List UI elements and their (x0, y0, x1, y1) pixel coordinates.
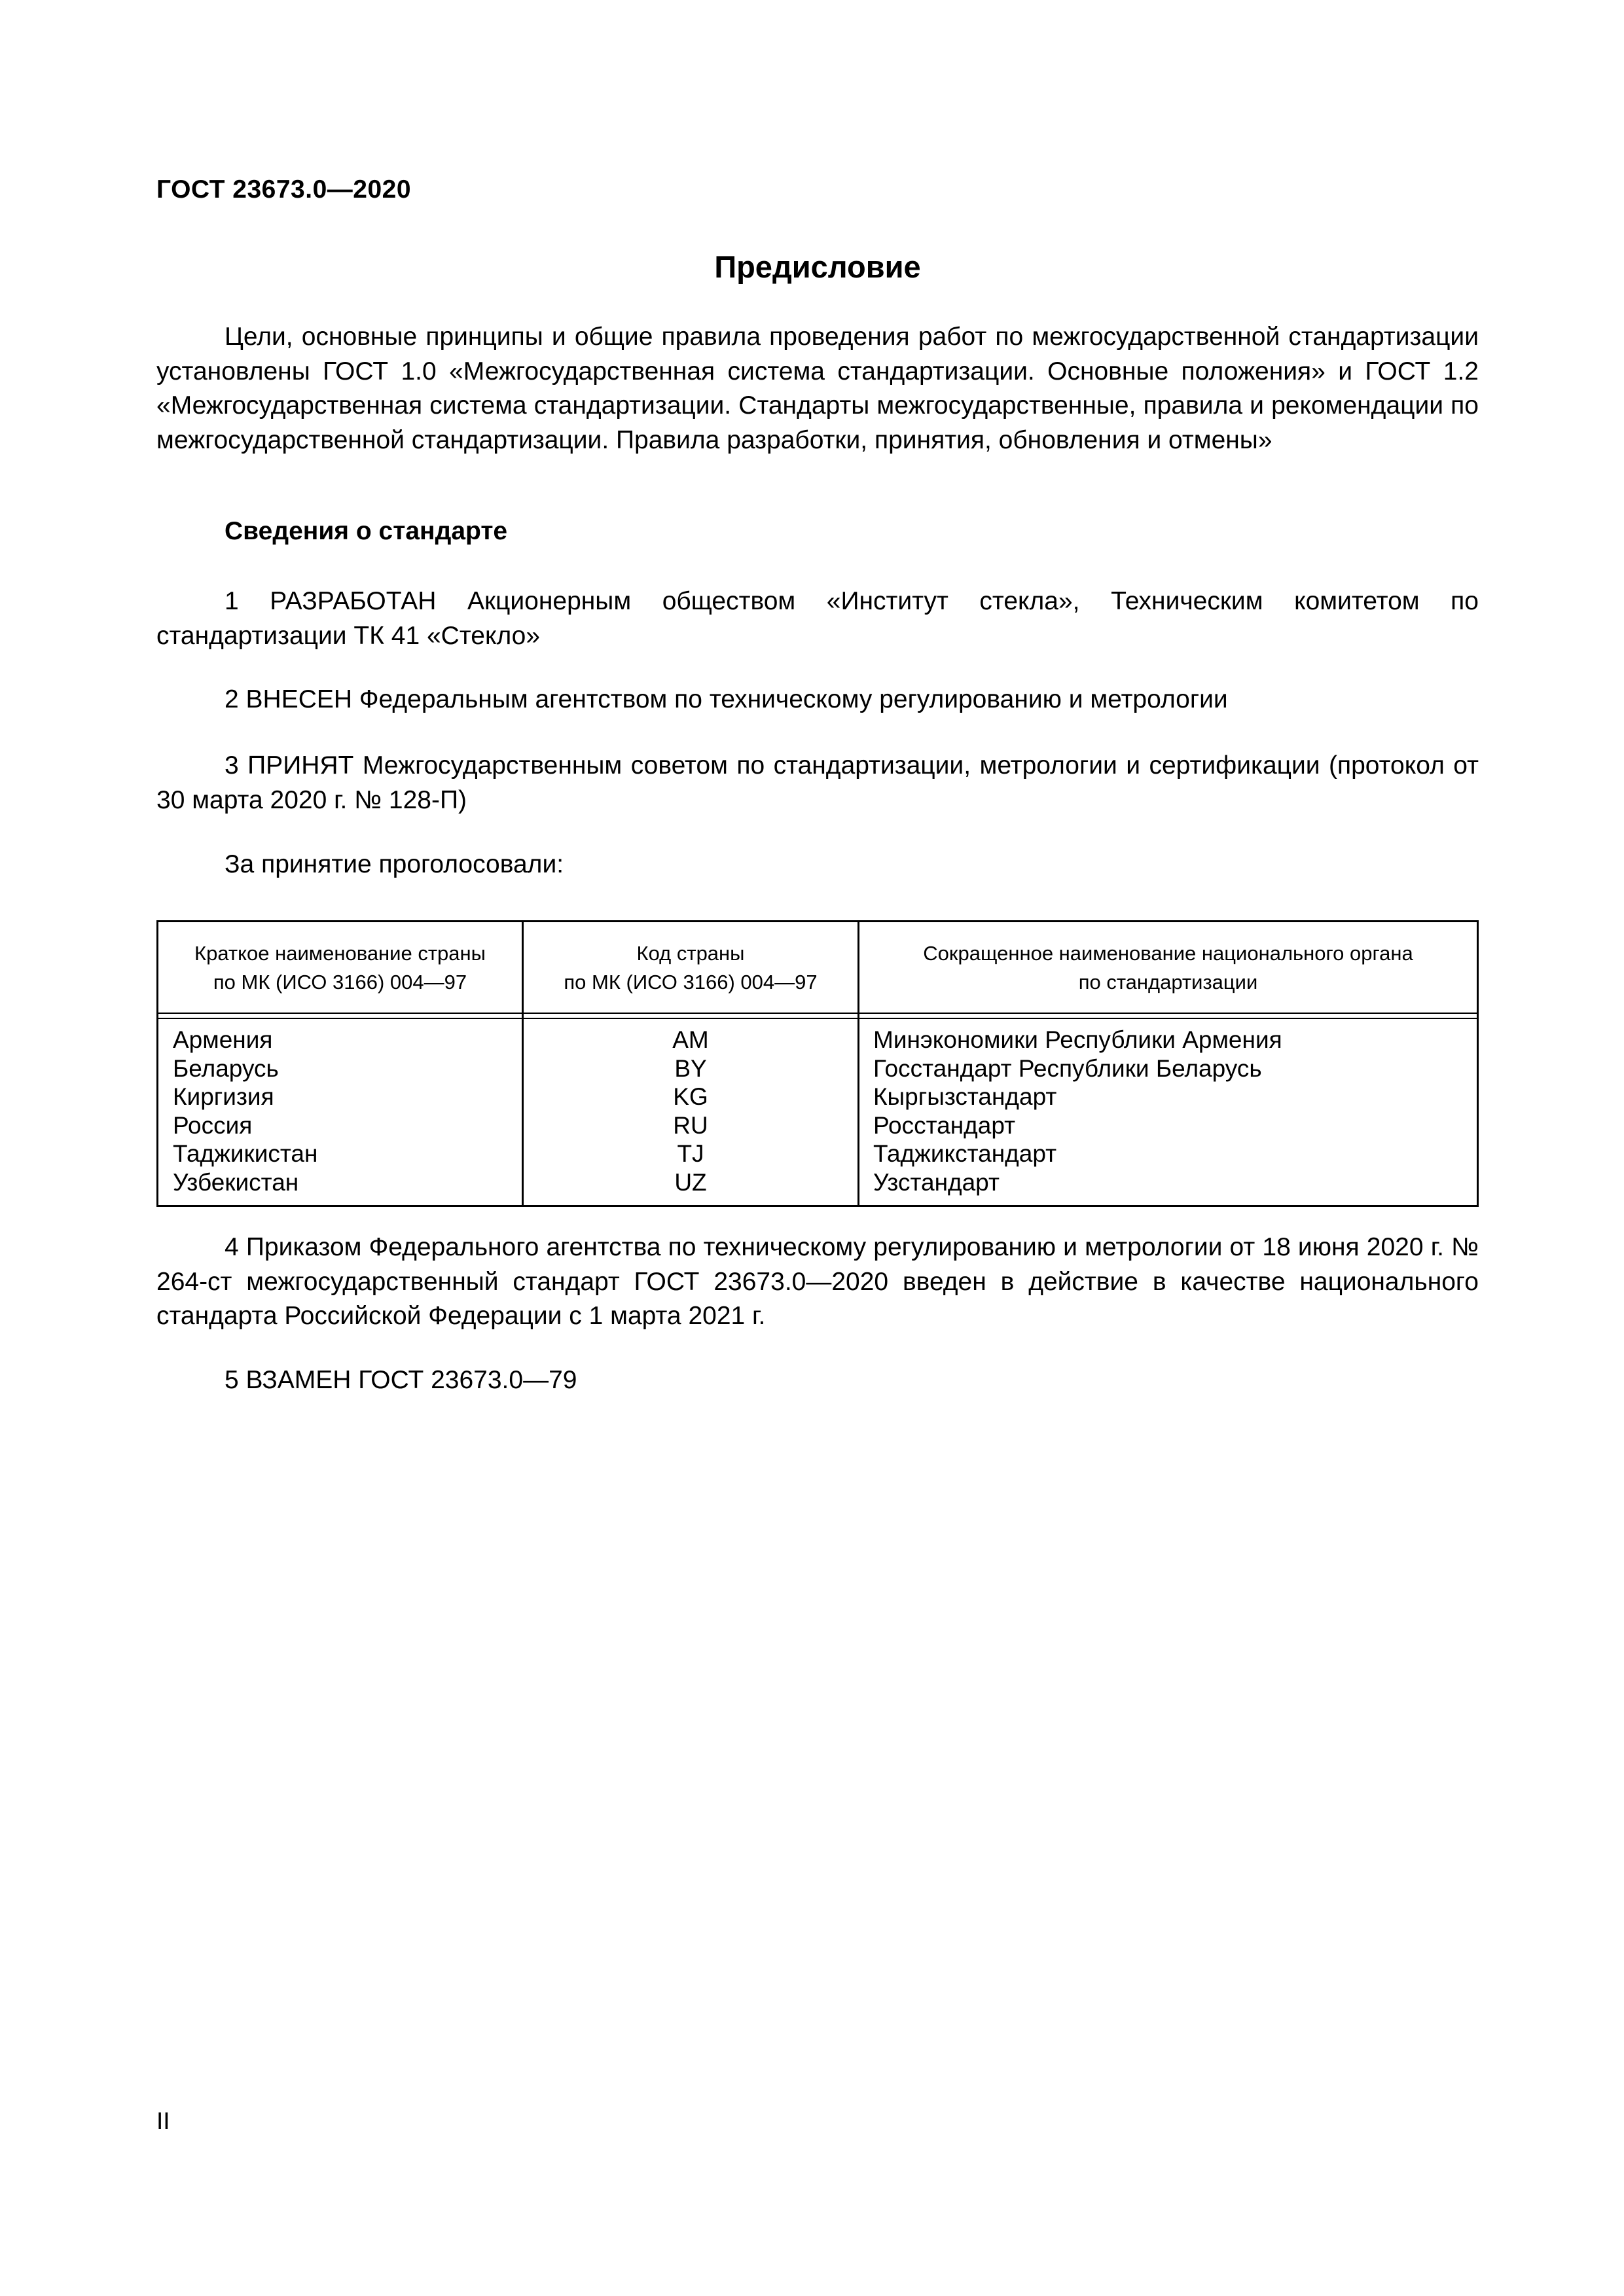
table-cell-country: Беларусь (173, 1054, 279, 1082)
table-cell-code: AM (672, 1026, 709, 1053)
voted-label: За принятие проголосовали: (225, 850, 564, 878)
table-cell-body: Кыргызстандарт (873, 1083, 1057, 1110)
table-cell-body: Минэкономики Республики Армения (873, 1026, 1282, 1053)
table-cell-country: Киргизия (173, 1083, 274, 1110)
table-cell-code: KG (673, 1083, 708, 1110)
table-cell-code: BY (674, 1054, 707, 1082)
table-header-country: Краткое наименование страны по МК (ИСО 3166) 004—97 (194, 942, 486, 994)
item-order: 4 Приказом Федерального агентства по техническому регулированию и метрологии от 18 июня 2020 г. № 264-ст межгосударственный стандарт ГОСТ 23673.0—2020 введен в действие в качестве национального стандарта Российской Федерации с 1 марта 2021 г. (156, 1233, 1479, 1330)
item-developed: 1 РАЗРАБОТАН Акционерным обществом «Институт стекла», Техническим комитетом по стандартизации ТК 41 «Стекло» (156, 587, 1479, 650)
table-cell-country: Узбекистан (173, 1168, 299, 1196)
table-column-code (524, 1026, 857, 1196)
table-column-body (873, 1026, 1469, 1196)
item-replaces: 5 ВЗАМЕН ГОСТ 23673.0—79 (225, 1366, 577, 1394)
item-introduced: 2 ВНЕСЕН Федеральным агентством по техническому регулированию и метрологии (225, 685, 1228, 713)
table-column-country (173, 1026, 513, 1196)
table-cell-code: UZ (674, 1168, 707, 1196)
table-cell-country: Таджикистан (173, 1140, 318, 1167)
table-header-body: Сокращенное наименование национального органа по стандартизации (923, 942, 1413, 994)
page-title: Предисловие (714, 249, 921, 284)
table-cell-body: Росстандарт (873, 1111, 1016, 1139)
table-cell-country: Армения (173, 1026, 273, 1053)
document-code: ГОСТ 23673.0—2020 (156, 175, 412, 204)
intro-paragraph: Цели, основные принципы и общие правила проведения работ по межгосударственной стандартизации установлены ГОСТ 1.0 «Межгосударственная система стандартизации. Основные положения» и ГОСТ 1.2 «Межгосударственная система стандартизации. Стандарты межгосударственные, правила и рекомендации по межгосударственной стандартизации. Правила разработки, принятия, обновления и отмены» (156, 323, 1479, 454)
section-subheading: Сведения о стандарте (225, 517, 508, 545)
page-number: II (156, 2108, 170, 2134)
voting-table (156, 920, 1479, 1207)
table-header-code: Код страны по МК (ИСО 3166) 004—97 (564, 942, 818, 994)
table-header-separator (158, 1018, 1477, 1019)
table-cell-body: Таджикстандарт (873, 1140, 1057, 1167)
item-adopted: 3 ПРИНЯТ Межгосударственным советом по стандартизации, метрологии и сертификации (протокол от 30 марта 2020 г. № 128-П) (156, 751, 1479, 814)
table-cell-body: Госстандарт Республики Беларусь (873, 1054, 1262, 1082)
table-cell-country: Россия (173, 1111, 253, 1139)
table-cell-body: Узстандарт (873, 1168, 1000, 1196)
table-header-separator (158, 1013, 1477, 1014)
table-cell-code: TJ (677, 1140, 704, 1167)
table-cell-code: RU (673, 1111, 708, 1139)
